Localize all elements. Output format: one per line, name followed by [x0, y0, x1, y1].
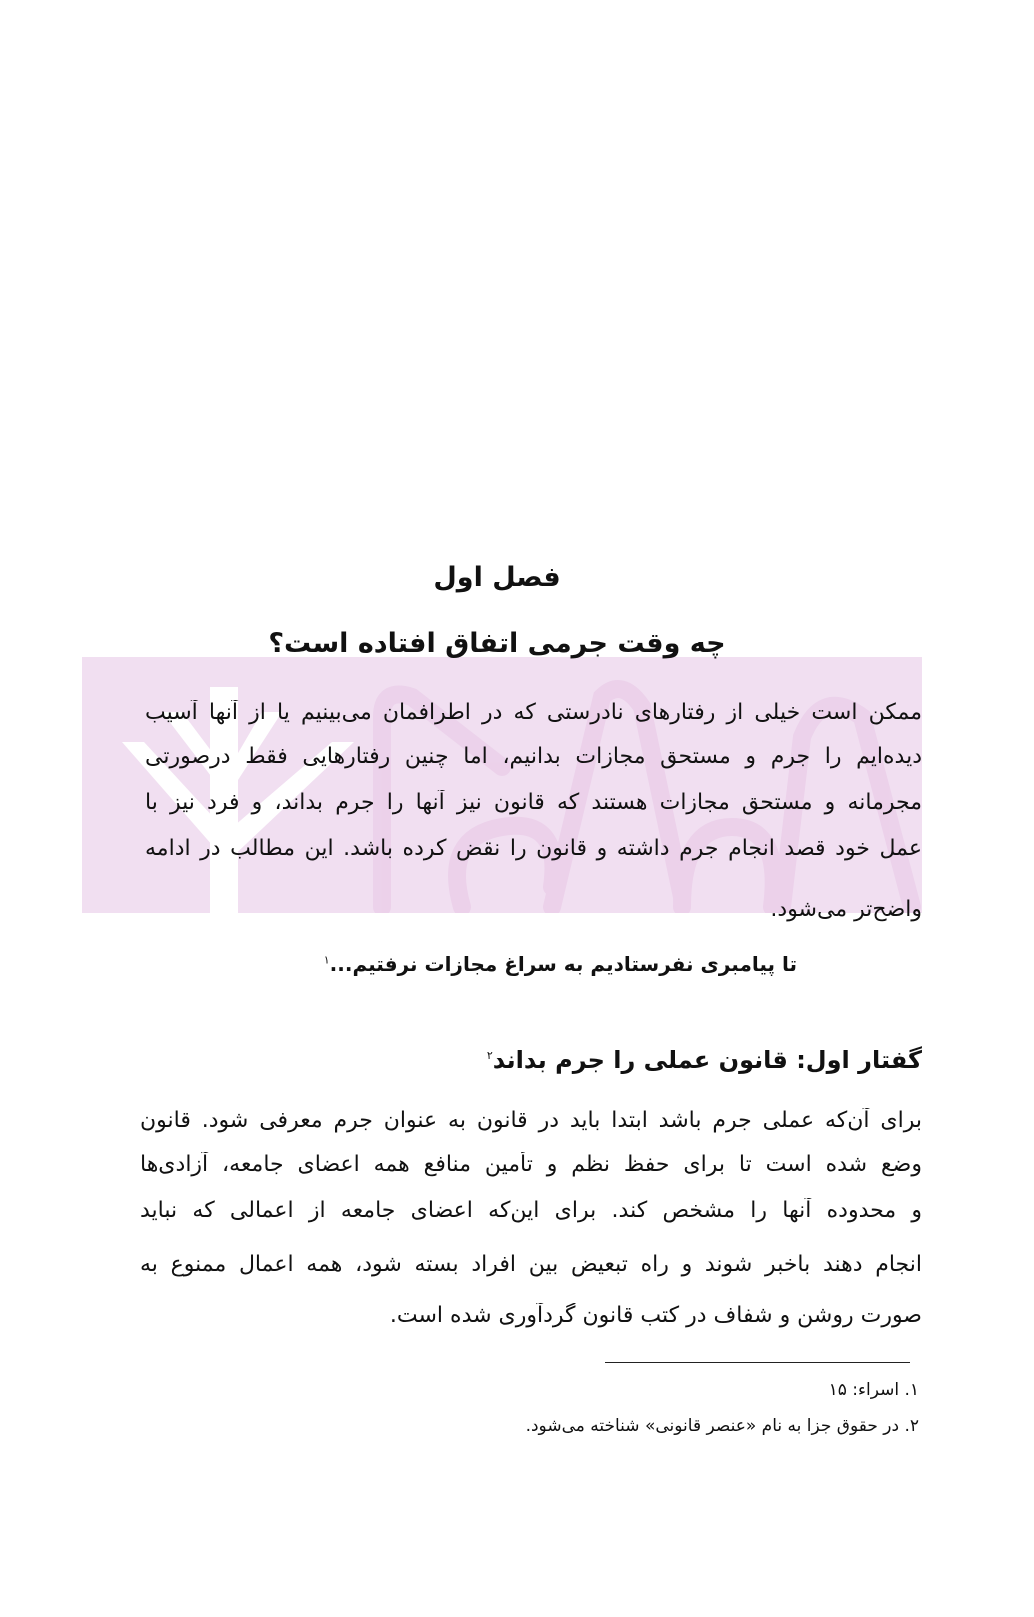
section-paragraph-line: برای آن‌که عملی جرم باشد ابتدا باید در قانون به عنوان جرم معرفی شود. قانون [140, 1108, 922, 1133]
quote-text: تا پیامبری نفرستادیم به سراغ مجازات نرفتیم... [329, 952, 797, 976]
footnote-separator [605, 1362, 910, 1363]
intro-paragraph-line: عمل خود قصد انجام جرم داشته و قانون را نقض کرده باشد. این مطالب در ادامه [145, 836, 922, 861]
intro-paragraph-line: دیده‌ایم را جرم و مستحق مجازات بدانیم، اما چنین رفتارهایی فقط درصورتی [145, 744, 922, 769]
intro-paragraph-line: ممکن است خیلی از رفتارهای نادرستی که در اطرافمان می‌بینیم یا از آنها آسیب [145, 700, 922, 725]
section-heading-text: گفتار اول: قانون عملی را جرم بداند [492, 1046, 922, 1074]
intro-paragraph-line: مجرمانه و مستحق مجازات هستند که قانون نیز آنها را جرم بداند، و فرد نیز با [145, 790, 922, 815]
chapter-title: فصل اول [433, 562, 561, 593]
section-paragraph-line: انجام دهند باخبر شوند و راه تبعیض بین افراد بسته شود، همه اعمال ممنوع به [140, 1252, 922, 1277]
footnote-2: ۲. در حقوق جزا به نام «عنصر قانونی» شناخته می‌شود. [525, 1416, 919, 1436]
quran-quote [324, 952, 797, 976]
section-paragraph-line: و محدوده آنها را مشخص کند. برای این‌که اعضای جامعه از اعمالی که نباید [140, 1198, 922, 1223]
section-paragraph-line: وضع شده است تا برای حفظ نظم و تأمین منافع همه اعضای جامعه، آزادی‌ها [140, 1152, 922, 1177]
publisher-watermark [82, 657, 922, 913]
footnote-ref-1[interactable]: ۱ [323, 953, 330, 967]
intro-paragraph-line: واضح‌تر می‌شود. [770, 897, 922, 922]
footnote-1: ۱. اسراء: ۱۵ [828, 1380, 919, 1400]
footnote-ref-2[interactable]: ۲ [486, 1049, 493, 1062]
chapter-subtitle: چه وقت جرمی اتفاق افتاده است؟ [268, 628, 726, 659]
section-heading [487, 1046, 922, 1074]
section-paragraph-line: صورت روشن و شفاف در کتب قانون گردآوری شده است. [389, 1303, 922, 1328]
watermark-logo-icon [82, 657, 922, 913]
